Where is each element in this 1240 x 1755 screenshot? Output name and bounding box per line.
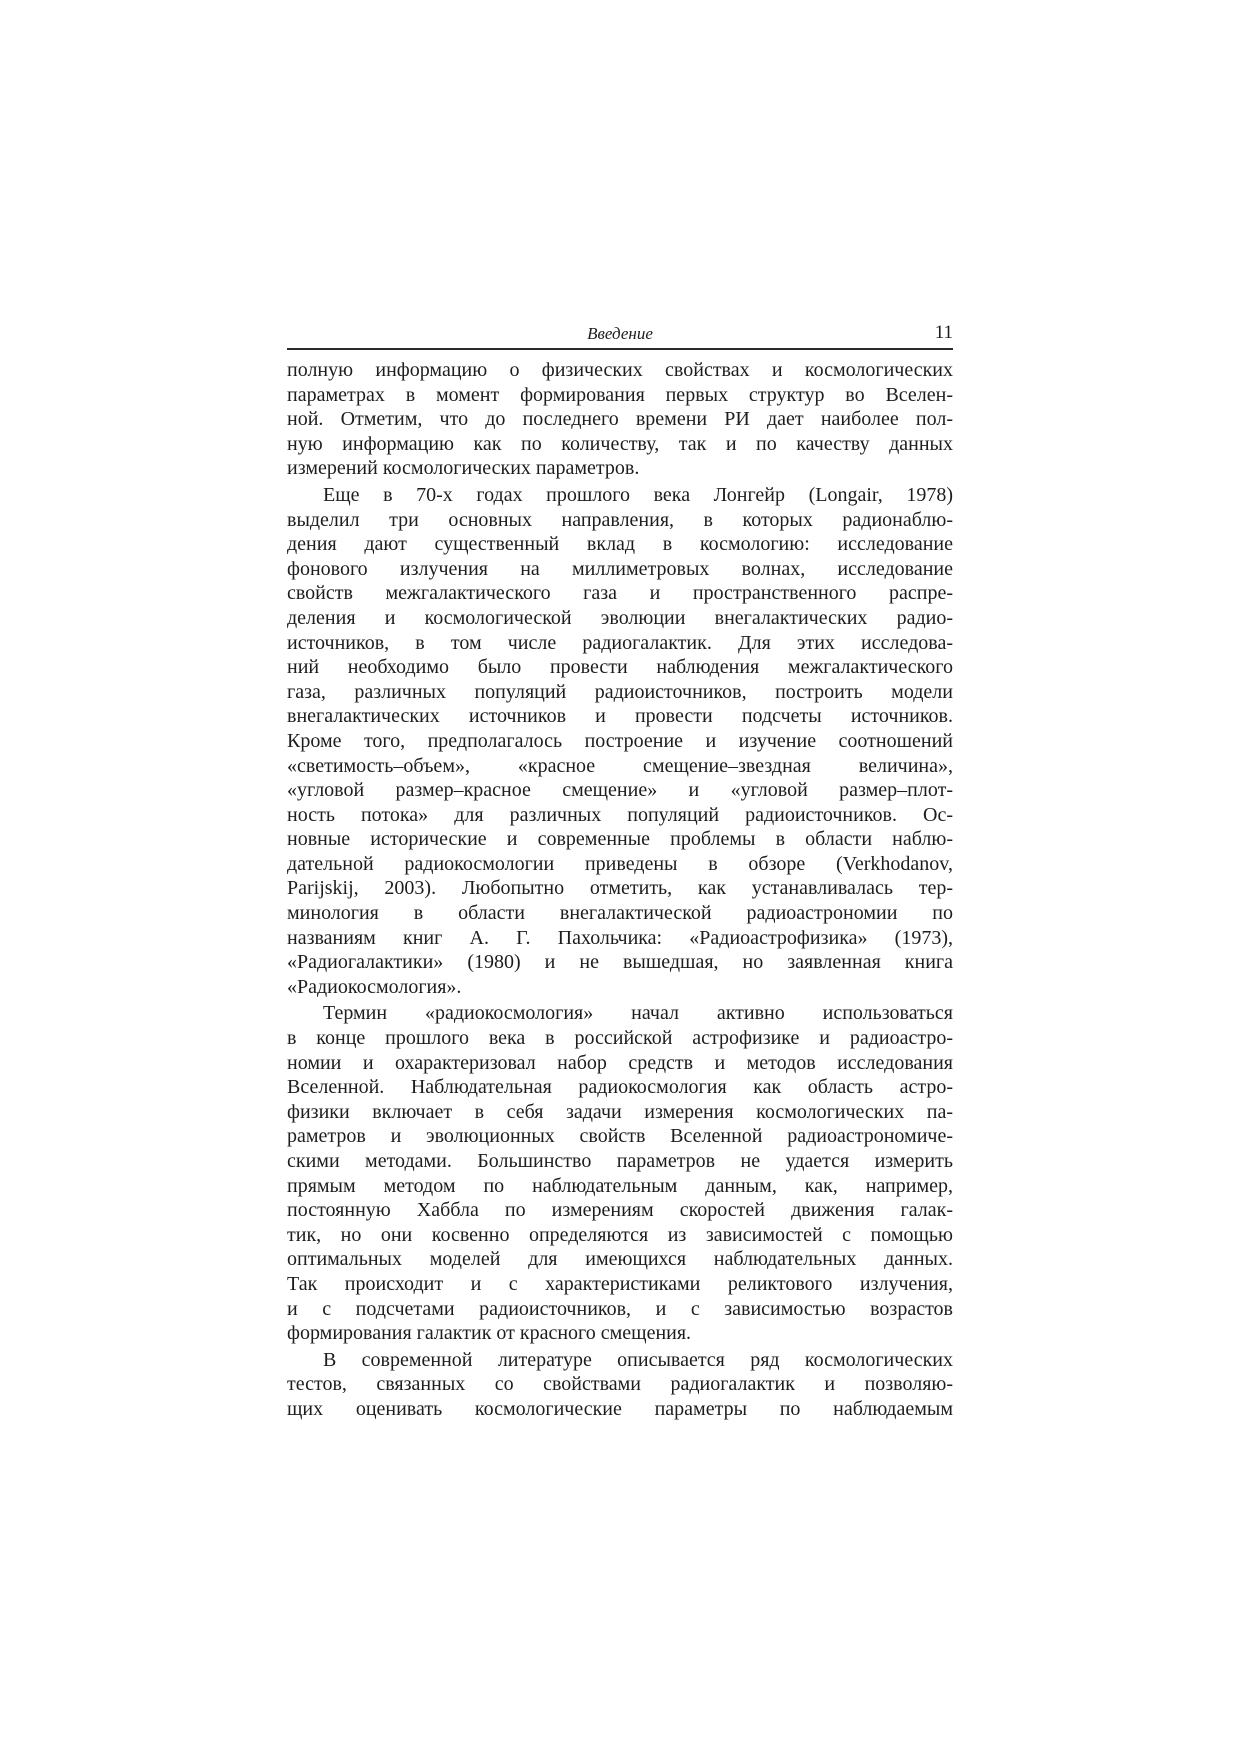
text-line: Термин «радиокосмология» начал активно использоваться [323, 1002, 953, 1025]
text-line: новные исторические и современные проблемы в области наблю- [287, 828, 953, 851]
text-line: выделил три основных направления, в которых радионаблю- [287, 508, 953, 531]
text-line: тестов, связанных со свойствами радиогалактик и позволяю- [287, 1373, 953, 1396]
text-line: «угловой размер–красное смещение» и «угловой размер–плот- [287, 779, 953, 802]
body-text [287, 358, 953, 1422]
text-line: и с подсчетами радиоисточников, и с зависимостью возрастов [287, 1297, 953, 1320]
running-header [287, 322, 953, 350]
text-line: параметрах в момент формирования первых структур во Вселен- [287, 383, 953, 406]
text-line: названиям книг А. Г. Пахольчика: «Радиоастрофизика» (1973), [287, 926, 953, 949]
text-line: Кроме того, предполагалось построение и изучение соотношений [287, 729, 953, 752]
text-line: дательной радиокосмологии приведены в обзоре (Verkhodanov, [287, 852, 953, 875]
paragraph [287, 1348, 953, 1422]
text-line: ной. Отметим, что до последнего времени РИ дает наиболее пол- [287, 408, 953, 431]
text-line: «Радиокосмология». [287, 975, 462, 998]
paragraph [287, 1001, 953, 1345]
text-line: ний необходимо было провести наблюдения межгалактического [287, 656, 953, 679]
text-line: тик, но они косвенно определяются из зависимостей с помощью [287, 1223, 953, 1246]
text-line: оптимальных моделей для имеющихся наблюдательных данных. [287, 1248, 953, 1271]
page-number: 11 [934, 322, 953, 343]
text-line: прямым методом по наблюдательным данным, как, например, [287, 1174, 953, 1197]
text-line: «Радиогалактики» (1980) и не вышедшая, но заявленная книга [287, 951, 953, 974]
text-line: формирования галактик от красного смещения. [287, 1322, 692, 1345]
text-line: В современной литературе описывается ряд космологических [323, 1348, 953, 1371]
text-line: полную информацию о физических свойствах и космологических [287, 359, 953, 381]
running-title: Введение [587, 324, 653, 343]
text-line: дения дают существенный вклад в космологию: исследование [287, 533, 953, 556]
text-line: щих оценивать космологические параметры по наблюдаемым [287, 1397, 953, 1420]
text-line: в конце прошлого века в российской астрофизике и радиоастро- [287, 1027, 953, 1050]
text-line: измерений космологических параметров. [287, 457, 640, 480]
text-line: фонового излучения на миллиметровых волнах, исследование [287, 557, 953, 580]
text-line: Еще в 70-х годах прошлого века Лонгейр (Longair, 1978) [323, 483, 953, 506]
text-line: Вселенной. Наблюдательная радиокосмология как область астро- [287, 1076, 953, 1099]
text-line: постоянную Хаббла по измерениям скоростей движения галак- [287, 1199, 953, 1222]
text-line: скими методами. Большинство параметров не удается измерить [287, 1150, 953, 1172]
text-line: Так происходит и с характеристиками реликтового излучения, [287, 1272, 953, 1295]
text-line: ную информацию как по количеству, так и по качеству данных [287, 432, 953, 455]
text-line: раметров и эволюционных свойств Вселенной радиоастрономиче- [287, 1125, 953, 1148]
text-line: свойств межгалактического газа и пространственного распре- [287, 582, 953, 605]
text-line: минология в области внегалактической радиоастрономии по [287, 902, 953, 925]
text-line: источников, в том числе радиогалактик. Для этих исследова- [287, 631, 953, 654]
book-page [287, 322, 953, 1424]
paragraph [287, 358, 953, 481]
text-line: Parijskij, 2003). Любопытно отметить, как устанавливалась тер- [287, 877, 953, 900]
text-line: физики включает в себя задачи измерения космологических па- [287, 1100, 953, 1123]
text-line: газа, различных популяций радиоисточников, построить модели [287, 680, 953, 703]
paragraph [287, 483, 953, 999]
text-line: номии и охарактеризовал набор средств и методов исследования [287, 1051, 953, 1074]
text-line: «светимость–объем», «красное смещение–звездная величина», [287, 754, 953, 777]
text-line: ность потока» для различных популяций радиоисточников. Ос- [287, 803, 953, 826]
text-line: внегалактических источников и провести подсчеты источников. [287, 705, 953, 728]
text-line: деления и космологической эволюции внегалактических радио- [287, 606, 953, 629]
